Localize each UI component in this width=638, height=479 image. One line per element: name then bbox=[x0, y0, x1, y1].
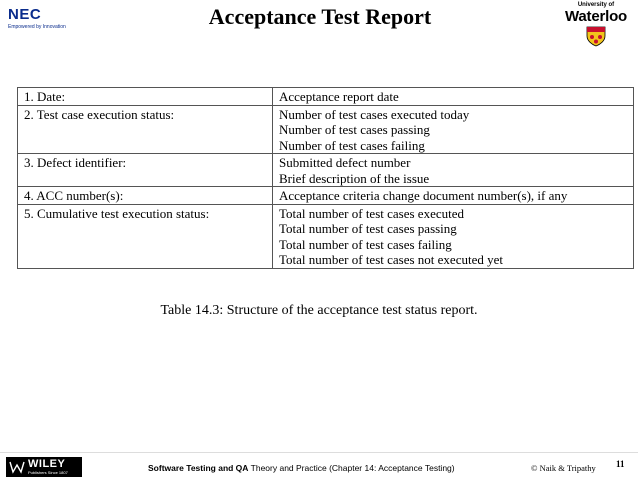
table-description-line: Total number of test cases failing bbox=[279, 236, 452, 252]
table-description-cell bbox=[273, 88, 634, 106]
wiley-logo-text: WILEY bbox=[28, 458, 66, 470]
wiley-logo bbox=[6, 457, 82, 477]
table-description-line: Total number of test cases passing bbox=[279, 221, 457, 236]
table-row bbox=[18, 187, 634, 205]
table-description-line: Submitted defect number bbox=[279, 155, 411, 170]
table-description-line: Acceptance criteria change document number(s), if any bbox=[279, 188, 568, 203]
table-description-cell bbox=[273, 154, 634, 187]
waterloo-label: Waterloo bbox=[564, 8, 627, 25]
table-row bbox=[18, 88, 634, 106]
table-description-line: Number of test cases passing bbox=[279, 122, 430, 137]
wiley-mark-icon bbox=[9, 460, 25, 474]
table-description-line: Acceptance report date bbox=[279, 89, 399, 104]
table-field-label: 3. Defect identifier: bbox=[18, 154, 273, 187]
wiley-tagline: Publishers Since 1807 bbox=[28, 470, 68, 475]
table-field-label: 4. ACC number(s): bbox=[18, 187, 273, 205]
table-description-cell bbox=[273, 204, 634, 268]
table-description-cell bbox=[273, 105, 634, 154]
table-row bbox=[18, 154, 634, 187]
page-number: 11 bbox=[616, 459, 625, 469]
table-caption: Table 14.3: Structure of the acceptance test status report. bbox=[160, 303, 478, 318]
table-description-line: Number of test cases failing bbox=[279, 137, 425, 153]
footer-divider bbox=[0, 452, 638, 453]
table-field-label: 1. Date: bbox=[18, 88, 273, 106]
copyright-notice: © Naik & Tripathy bbox=[531, 463, 596, 473]
university-label: University of bbox=[577, 2, 615, 8]
nec-logo-text: NEC bbox=[8, 6, 42, 23]
footer-course-rest: Theory and Practice (Chapter 14: Acceptance Testing) bbox=[248, 463, 455, 473]
table-description-line: Total number of test cases not executed yet bbox=[279, 252, 503, 267]
page-title: Acceptance Test Report bbox=[208, 4, 432, 29]
shield-icon bbox=[585, 25, 607, 47]
university-of-waterloo-logo bbox=[560, 2, 632, 47]
table-field-label: 5. Cumulative test execution status: bbox=[18, 204, 273, 268]
table-description-line: Brief description of the issue bbox=[279, 170, 430, 186]
table-description-line: Total number of test cases executed bbox=[279, 205, 464, 221]
footer-course-title bbox=[148, 463, 455, 473]
table-field-label: 2. Test case execution status: bbox=[18, 105, 273, 154]
nec-logo bbox=[8, 7, 88, 30]
footer-course-bold: Software Testing and QA bbox=[148, 463, 249, 473]
acceptance-test-status-table bbox=[17, 87, 634, 269]
table-description-line: Number of test cases executed today bbox=[279, 106, 470, 122]
table-description-cell bbox=[273, 187, 634, 205]
table-row bbox=[18, 204, 634, 268]
table-row bbox=[18, 105, 634, 154]
nec-tagline: Empowered by Innovation bbox=[8, 24, 66, 30]
